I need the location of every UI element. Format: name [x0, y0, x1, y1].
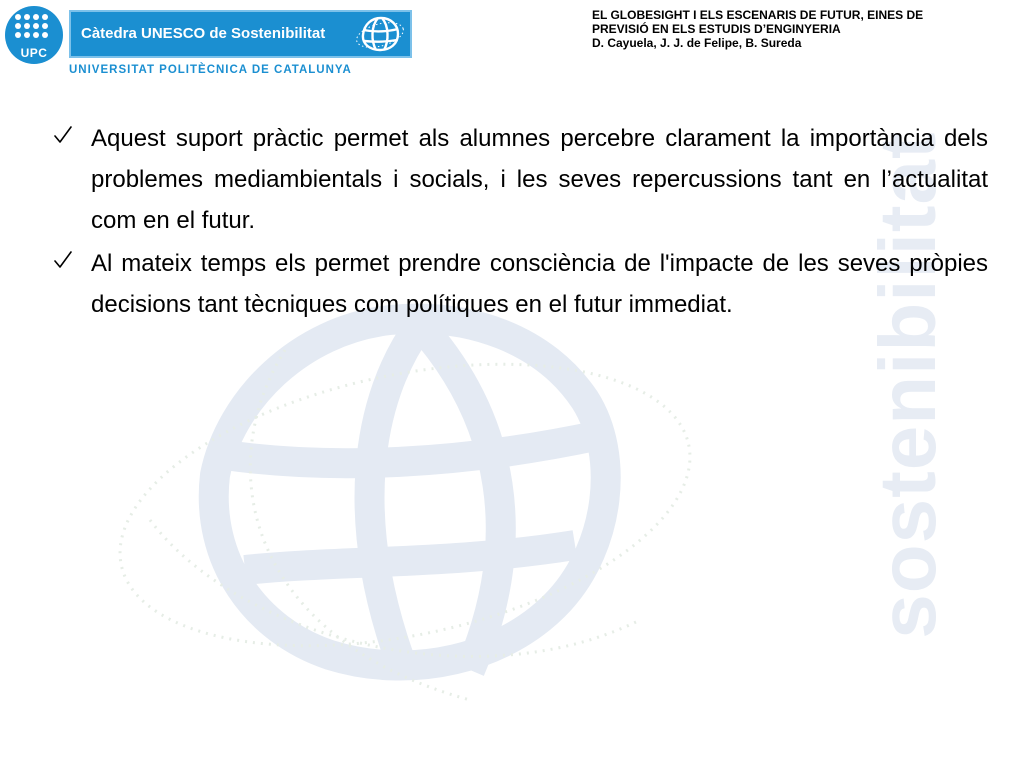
check-icon [52, 249, 74, 271]
header-info [592, 8, 1012, 50]
presentation-title-line-2: PREVISIÓ EN ELS ESTUDIS D’ENGINYERIA [592, 22, 841, 36]
watermark-word: sostenibilitat [863, 131, 952, 639]
bullet-item [52, 243, 988, 325]
bullet-text: Al mateix temps els permet prendre consciència de l'impacte de les seves pròpies decisions tant tècniques com polítiques en el futur immediat. [91, 250, 988, 318]
upc-logo-text: UPC [20, 46, 48, 60]
bullet-text: Aquest suport pràctic permet als alumnes percebre clarament la importància dels problemes mediambientals i socials, i les seves repercussions tant en l’actualitat com en el futur. [91, 125, 988, 234]
globe-icon [354, 13, 406, 55]
catedra-unesco-banner [69, 10, 412, 58]
check-icon [52, 124, 74, 146]
presentation-title-line-1: EL GLOBESIGHT I ELS ESCENARIS DE FUTUR, EINES DE [592, 8, 924, 22]
upc-logo [5, 6, 63, 64]
bullet-list [52, 118, 988, 327]
upc-logo-dots-icon [15, 14, 48, 38]
catedra-title: Càtedra UNESCO de Sostenibilitat [81, 25, 326, 42]
bullet-item [52, 118, 988, 241]
university-name: UNIVERSITAT POLITÈCNICA DE CATALUNYA [69, 64, 352, 76]
authors: D. Cayuela, J. J. de Felipe, B. Sureda [592, 36, 802, 50]
